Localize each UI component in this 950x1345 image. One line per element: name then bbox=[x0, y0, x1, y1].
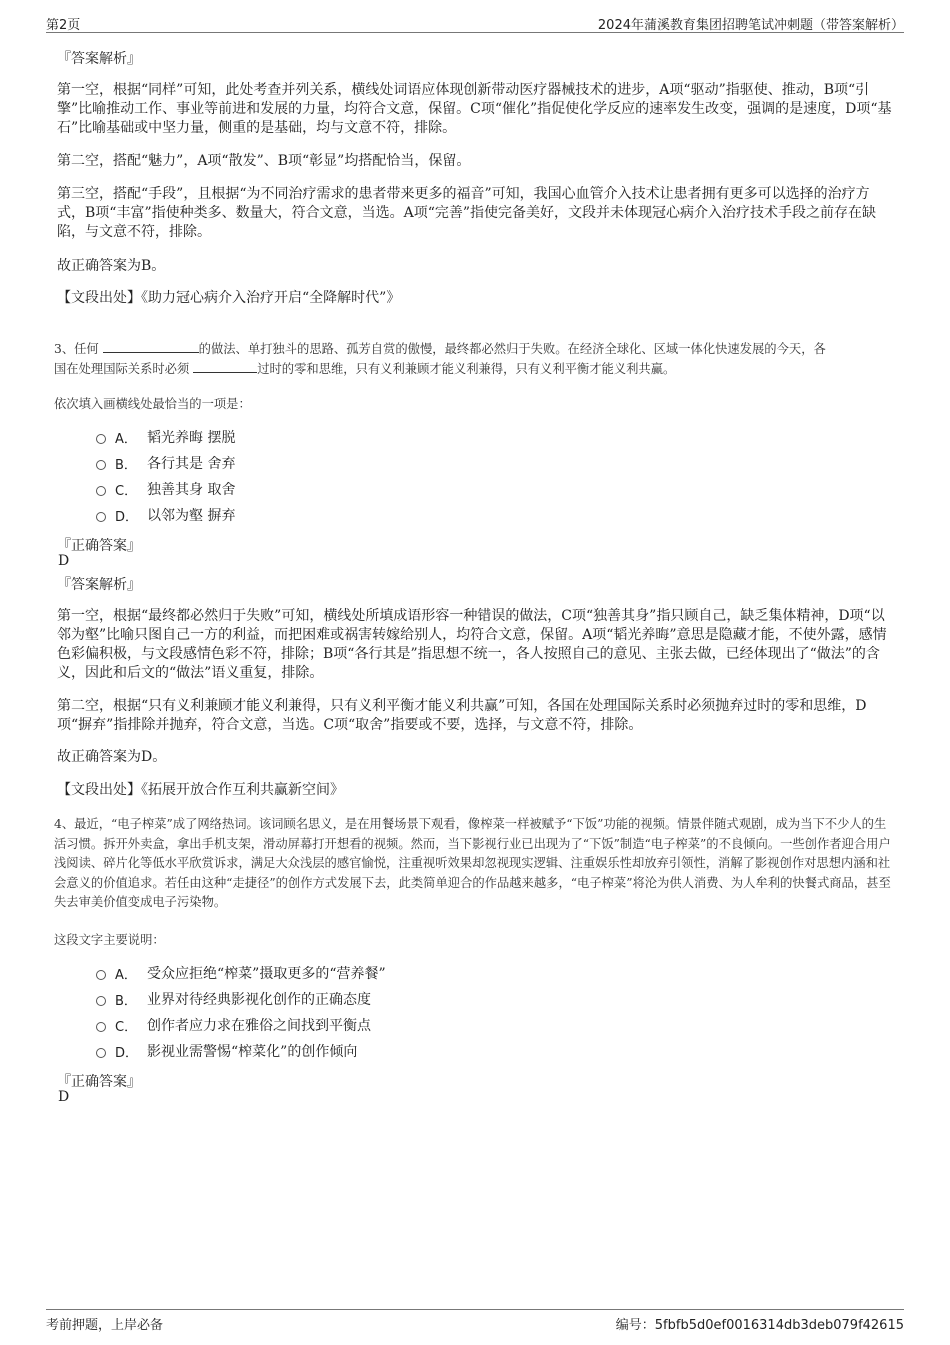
question-prompt: 这段文字主要说明： bbox=[54, 933, 165, 947]
radio-icon[interactable] bbox=[96, 434, 106, 444]
correct-answer: D bbox=[58, 553, 70, 569]
radio-icon[interactable] bbox=[96, 1022, 106, 1032]
analysis-paragraph: 第二空，搭配“魅力”，A项“散发”、B项“彰显”均搭配恰当，保留。 bbox=[57, 153, 471, 169]
correct-answer-label: 『正确答案』 bbox=[57, 1074, 141, 1090]
correct-answer: D bbox=[58, 1089, 70, 1105]
document-id: 编号：5fbfb5d0ef0016314db3deb079f42615 bbox=[615, 1318, 904, 1333]
option-c[interactable]: C． 创作者应力求在雅俗之间找到平衡点 bbox=[96, 1015, 371, 1035]
passage-source: 【文段出处】《拓展开放合作互利共赢新空间》 bbox=[57, 782, 344, 798]
page-number: 第2页 bbox=[46, 18, 81, 33]
option-c[interactable]: C． 独善其身 取舍 bbox=[96, 479, 235, 499]
option-a[interactable]: A． 受众应拒绝“榨菜”摄取更多的“营养餐” bbox=[96, 963, 386, 983]
correct-answer-label: 『正确答案』 bbox=[57, 538, 141, 554]
blank-line bbox=[193, 359, 257, 373]
question-stem: 3、任何 的做法、单打独斗的思路、孤芳自赏的傲慢，最终都必然归于失败。在经济全球化、区域一体化快速发展的今天，各 国在处理国际关系时必须 过时的零和思维，只有义利兼顾才能义利兼得，只有义利平衡才能义利共赢。 bbox=[54, 339, 894, 379]
answer-conclusion: 故正确答案为B。 bbox=[57, 258, 166, 274]
radio-icon[interactable] bbox=[96, 996, 106, 1006]
document-title: 2024年蒲溪教育集团招聘笔试冲刺题（带答案解析） bbox=[597, 18, 904, 33]
option-b[interactable]: B． 各行其是 舍弃 bbox=[96, 453, 235, 473]
radio-icon[interactable] bbox=[96, 460, 106, 470]
analysis-paragraph: 第一空，根据“同样”可知，此处考查并列关系，横线处词语应体现创新带动医疗器械技术的进步，A项“驱动”指驱使、推动，B项“引擎”比喻推动工作、事业等前进和发展的力量，均符合文意，保留。C项“催化”指促使化学反应的速率发生改变，强调的是速度，D项“基石”比喻基础或中坚力量，侧重的是基础，均与文意不符，排除。 bbox=[57, 82, 892, 136]
option-d[interactable]: D． 以邻为壑 摒弃 bbox=[96, 505, 235, 525]
answer-analysis-label: 『答案解析』 bbox=[57, 51, 141, 67]
radio-icon[interactable] bbox=[96, 1048, 106, 1058]
question-prompt: 依次填入画横线处最恰当的一项是： bbox=[54, 397, 251, 411]
question-stem: 4、最近，“电子榨菜”成了网络热词。该词顾名思义，是在用餐场景下观看，像榨菜一样被赋予“下饭”功能的视频。情景伴随式观剧，成为当下不少人的生活习惯。拆开外卖盒，拿出手机支架，滑动屏幕打开想看的视频。然而，当下影视行业已出现为了“下饭”制造“电子榨菜”的不良倾向。一些创作者迎合用户浅阅读、碎片化等低水平欣赏诉求，满足大众浅层的感官愉悦，注重视听效果却忽视现实逻辑、注重娱乐性却放弃引领性，消解了影视创作对思想内涵和社会意义的价值追求。若任由这种“走捷径”的创作方式发展下去，此类简单迎合的作品越来越多，“电子榨菜”将沦为供人消费、为人牟利的快餐式商品，甚至失去审美价值变成电子污染物。 bbox=[54, 817, 891, 909]
page-footer bbox=[46, 1309, 904, 1333]
footer-slogan: 考前押题，上岸必备 bbox=[46, 1318, 164, 1333]
radio-icon[interactable] bbox=[96, 512, 106, 522]
option-b[interactable]: B． 业界对待经典影视化创作的正确态度 bbox=[96, 989, 371, 1009]
blank-line bbox=[103, 339, 199, 353]
radio-icon[interactable] bbox=[96, 970, 106, 980]
answer-analysis-label: 『答案解析』 bbox=[57, 577, 141, 593]
option-a[interactable]: A． 韬光养晦 摆脱 bbox=[96, 427, 235, 447]
page-header bbox=[46, 12, 904, 33]
analysis-paragraph: 第三空，搭配“手段”，且根据“为不同治疗需求的患者带来更多的福音”可知，我国心血管介入技术让患者拥有更多可以选择的治疗方式，B项“丰富”指使种类多、数量大，符合文意，当选。A项“完善”指使完备美好，文段并未体现冠心病介入治疗技术手段之前存在缺陷，与文意不符，排除。 bbox=[57, 186, 877, 240]
answer-conclusion: 故正确答案为D。 bbox=[57, 749, 167, 765]
option-d[interactable]: D． 影视业需警惕“榨菜化”的创作倾向 bbox=[96, 1041, 357, 1061]
passage-source: 【文段出处】《助力冠心病介入治疗开启“全降解时代”》 bbox=[57, 290, 401, 306]
analysis-paragraph: 第二空，根据“只有义利兼顾才能义利兼得，只有义利平衡才能义利共赢”可知，各国在处理国际关系时必须抛弃过时的零和思维，D项“摒弃”指排除并抛弃，符合文意，当选。C项“取舍”指要或不要，选择，与文意不符，排除。 bbox=[57, 698, 867, 733]
radio-icon[interactable] bbox=[96, 486, 106, 496]
analysis-paragraph: 第一空，根据“最终都必然归于失败”可知，横线处所填成语形容一种错误的做法，C项“独善其身”指只顾自己，缺乏集体精神，D项“以邻为壑”比喻只图自己一方的利益，而把困难或祸害转嫁给别人，均符合文意，保留。A项“韬光养晦”意思是隐藏才能，不使外露，感情色彩偏积极，与文段感情色彩不符，排除；B项“各行其是”指思想不统一，各人按照自己的意见、主张去做，已经体现出了“做法”的含义，因此和后文的“做法”语义重复，排除。 bbox=[57, 608, 887, 681]
